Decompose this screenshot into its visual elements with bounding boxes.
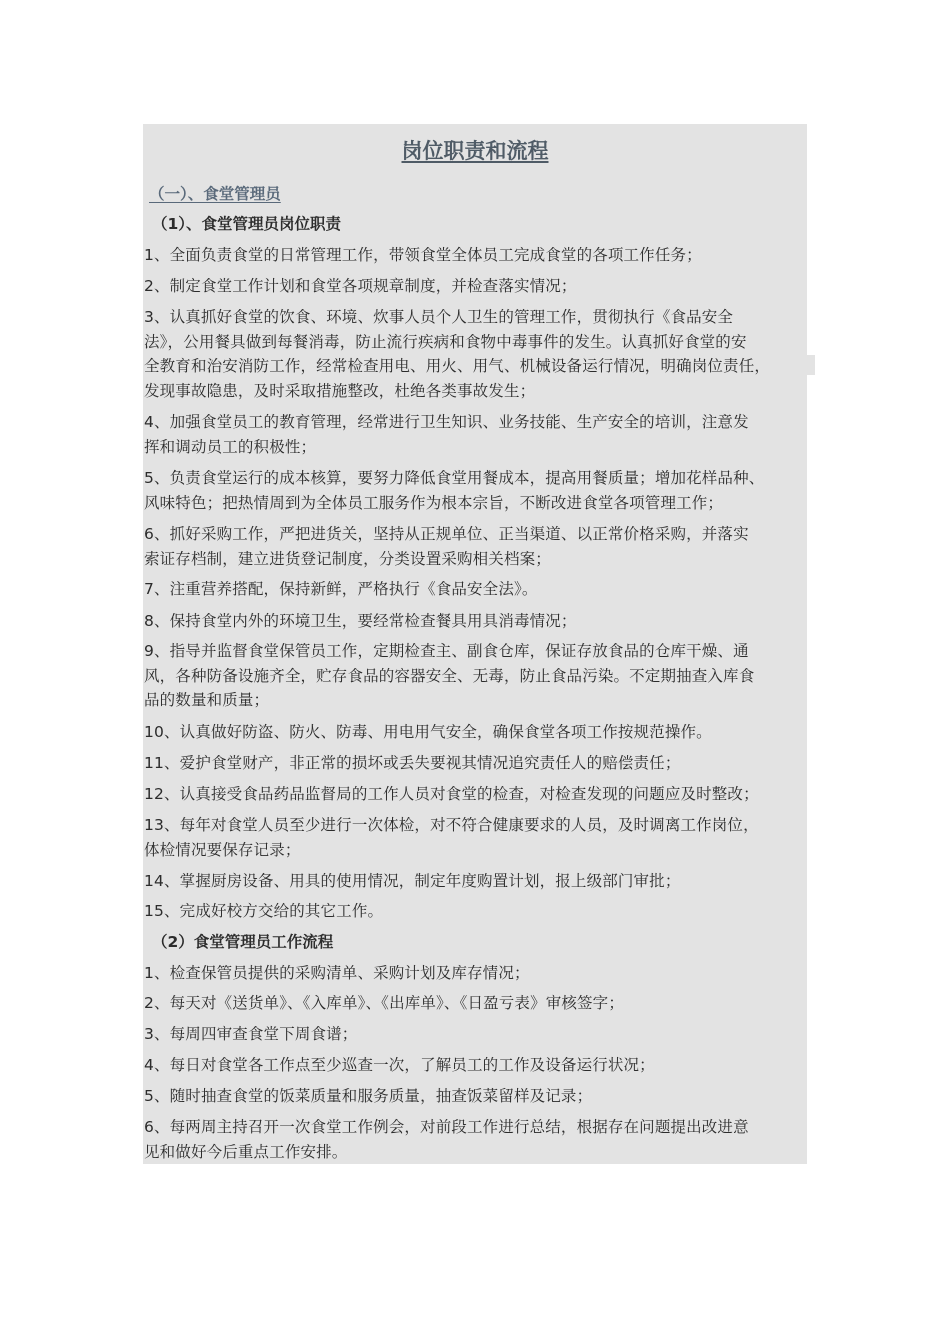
workflow-item-6 [144, 1115, 806, 1164]
line: 挥和调动员工的积极性； [144, 437, 317, 456]
line: 15、完成好校方交给的其它工作。 [144, 902, 384, 920]
line: 法》，公用餐具做到每餐消毒，防止流行疾病和食物中毒事件的发生。认真抓好食堂的安 [144, 332, 747, 351]
duty-item-14 [144, 869, 806, 894]
line: 品的数量和质量； [144, 691, 270, 709]
duty-item-15 [144, 899, 806, 924]
line: 6、抓好采购工作，严把进货关，坚持从正规单位、正当渠道、以正常价格采购，并落实 [144, 525, 749, 543]
line: 7、注重营养搭配，保持新鲜，严格执行《食品安全法》。 [144, 580, 538, 598]
line: 2、每天对《送货单》、《入库单》、《出库单》、《日盈亏表》审核签字； [144, 994, 624, 1012]
duty-item-1 [144, 243, 806, 268]
workflow-heading: （2）食堂管理员工作流程 [152, 933, 334, 951]
line: 体检情况要保存记录； [144, 840, 301, 859]
workflow-item-1 [144, 961, 806, 986]
line: 风，各种防备设施齐全，贮存食品的容器安全、无毒，防止食品污染。不定期抽查入库食 [144, 666, 755, 685]
line: 1、全面负责食堂的日常管理工作，带领食堂全体员工完成食堂的各项工作任务； [144, 246, 702, 264]
line: 4、每日对食堂各工作点至少巡查一次，了解员工的工作及设备运行状况； [144, 1056, 655, 1074]
section-heading: （一）、食堂管理员 [149, 185, 281, 203]
workflow-item-5 [144, 1084, 806, 1109]
line: 4、加强食堂员工的教育管理，经常进行卫生知识、业务技能、生产安全的培训，注意发 [144, 413, 749, 431]
line: 全教育和治安消防工作，经常检查用电、用火、用气、机械设备运行情况，明确岗位责任， [144, 357, 771, 375]
workflow-item-2 [144, 991, 806, 1016]
workflow-item-3 [144, 1022, 806, 1047]
duty-item-11 [144, 751, 806, 776]
duty-item-3 [144, 305, 806, 403]
line: 14、掌握厨房设备、用具的使用情况，制定年度购置计划，报上级部门审批； [144, 872, 681, 890]
line: 1、检查保管员提供的采购清单、采购计划及库存情况； [144, 964, 530, 982]
duty-item-2 [144, 274, 806, 299]
line: 索证存档制，建立进货登记制度，分类设置采购相关档案； [144, 549, 551, 568]
line: 3、认真抓好食堂的饮食、环境、炊事人员个人卫生的管理工作，贯彻执行《食品安全 [144, 308, 734, 326]
line: 6、每两周主持召开一次食堂工作例会，对前段工作进行总结，根据存在问题提出改进意 [144, 1118, 749, 1136]
line: 11、爱护食堂财产，非正常的损坏或丢失要视其情况追究责任人的赔偿责任； [144, 754, 681, 772]
line: 8、保持食堂内外的环境卫生，要经常检查餐具用具消毒情况； [144, 612, 577, 630]
line: 5、负责食堂运行的成本核算，要努力降低食堂用餐成本，提高用餐质量；增加花样品种、 [144, 469, 765, 487]
line: 见和做好今后重点工作安排。 [144, 1142, 348, 1161]
duties-heading: （1）、食堂管理员岗位职责 [152, 215, 342, 233]
duty-item-9 [144, 639, 806, 713]
duty-item-8 [144, 609, 806, 634]
duty-item-10 [144, 720, 806, 745]
workflow-item-4 [144, 1053, 806, 1078]
duty-item-5 [144, 466, 806, 515]
duty-item-7 [144, 577, 806, 602]
line: 12、认真接受食品药品监督局的工作人员对食堂的检查，对检查发现的问题应及时整改； [144, 785, 759, 803]
line: 10、认真做好防盗、防火、防毒、用电用气安全，确保食堂各项工作按规范操作。 [144, 723, 712, 741]
duty-item-6 [144, 522, 806, 571]
line: 9、指导并监督食堂保管员工作，定期检查主、副食仓库，保证存放食品的仓库干燥、通 [144, 642, 749, 660]
line: 发现事故隐患，及时采取措施整改，杜绝各类事故发生； [144, 381, 536, 400]
page-title: 岗位职责和流程 [401, 139, 549, 163]
duty-item-4 [144, 410, 806, 459]
highlight-overflow [807, 355, 815, 375]
line: 5、随时抽查食堂的饭菜质量和服务质量，抽查饭菜留样及记录； [144, 1087, 593, 1105]
document-body [143, 124, 807, 1164]
line: 2、制定食堂工作计划和食堂各项规章制度，并检查落实情况； [144, 277, 577, 295]
line: 3、每周四审查食堂下周食谱； [144, 1025, 358, 1043]
line: 风味特色；把热情周到为全体员工服务作为根本宗旨，不断改进食堂各项管理工作； [144, 493, 724, 512]
duty-item-13 [144, 813, 806, 862]
line: 13、每年对食堂人员至少进行一次体检，对不符合健康要求的人员，及时调离工作岗位， [144, 816, 759, 834]
duty-item-12 [144, 782, 806, 807]
